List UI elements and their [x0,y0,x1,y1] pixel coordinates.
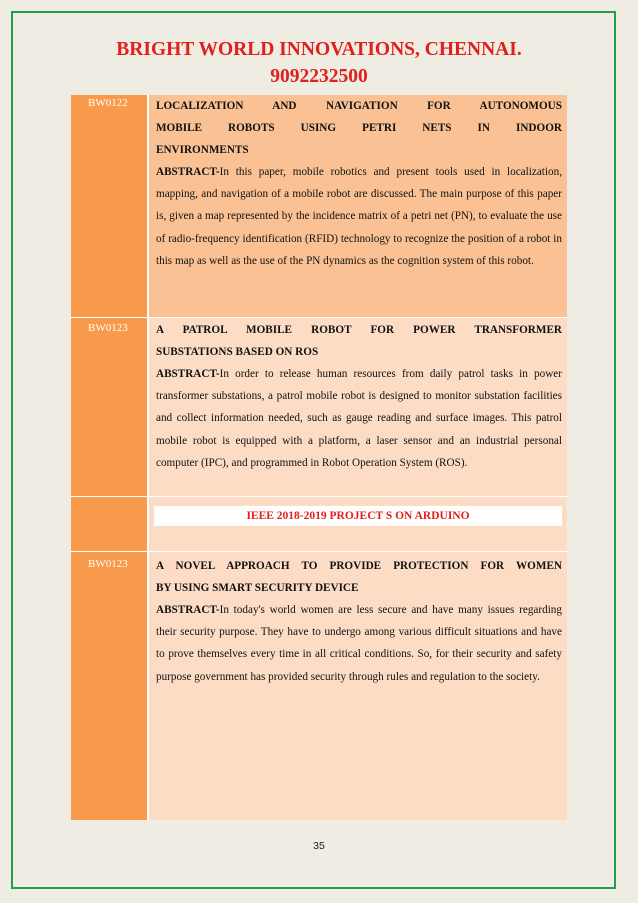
project-id: BW0123 [71,552,148,821]
project-title-line: LOCALIZATION AND NAVIGATION FOR AUTONOMOUS [156,100,562,112]
page-header [0,36,638,90]
section-heading: IEEE 2018-2019 PROJECT S ON ARDUINO [154,506,562,526]
project-title-line: A NOVEL APPROACH TO PROVIDE PROTECTION FOR WOMEN [156,560,562,572]
project-id: BW0122 [71,95,148,318]
project-title-line: ENVIRONMENTS [156,144,249,156]
project-abstract [156,599,562,688]
table-row [71,318,567,497]
abstract-text: In this paper, mobile robotics and present tools used in localization, mapping, and navigation of a mobile robot are discussed. The main purpose of this paper is, given a map represented by the incidence matrix of a petri net (PN), to evaluate the use of radio-frequency identification (RFID) technology to recognize the position of a robot in this map as well as the use of the PN dynamics as the cognition system of this robot. [156,166,562,267]
project-title-line: MOBILE ROBOTS USING PETRI NETS IN INDOOR [156,122,562,134]
project-content [148,95,567,318]
abstract-label: ABSTRACT- [156,166,220,178]
phone-number: 9092232500 [270,66,368,87]
section-heading-cell [148,497,567,552]
project-title-line: BY USING SMART SECURITY DEVICE [156,582,359,594]
page-number: 35 [313,840,325,852]
project-id: BW0123 [71,318,148,497]
project-title-line: A PATROL MOBILE ROBOT FOR POWER TRANSFORMER [156,324,562,336]
company-name: BRIGHT WORLD INNOVATIONS, CHENNAI. [116,39,522,60]
table-row [71,497,567,552]
project-title-line: SUBSTATIONS BASED ON ROS [156,346,319,358]
project-abstract [156,161,562,272]
project-abstract [156,363,562,474]
abstract-label: ABSTRACT- [156,604,220,616]
project-table [71,95,567,820]
abstract-label: ABSTRACT- [156,368,220,380]
table-row [71,552,567,821]
abstract-text: In today's world women are less secure and have many issues regarding their security purpose. They have to undergo among various difficult situations and have to prove themselves every time in all critical conditions. So, for their security and safety purpose government has provided security through rules and regulation to the society. [156,604,562,683]
project-content [148,318,567,497]
abstract-text: In order to release human resources from daily patrol tasks in power transformer substations, a patrol mobile robot is designed to monitor substation facilities and collect information needed, such as gauge reading and surface images. This patrol mobile robot is equipped with a platform, a laser sensor and an industrial personal computer (IPC), and programmed in Robot Operation System (ROS). [156,368,562,469]
section-spacer [71,497,148,552]
table-row [71,95,567,318]
project-content [148,552,567,821]
